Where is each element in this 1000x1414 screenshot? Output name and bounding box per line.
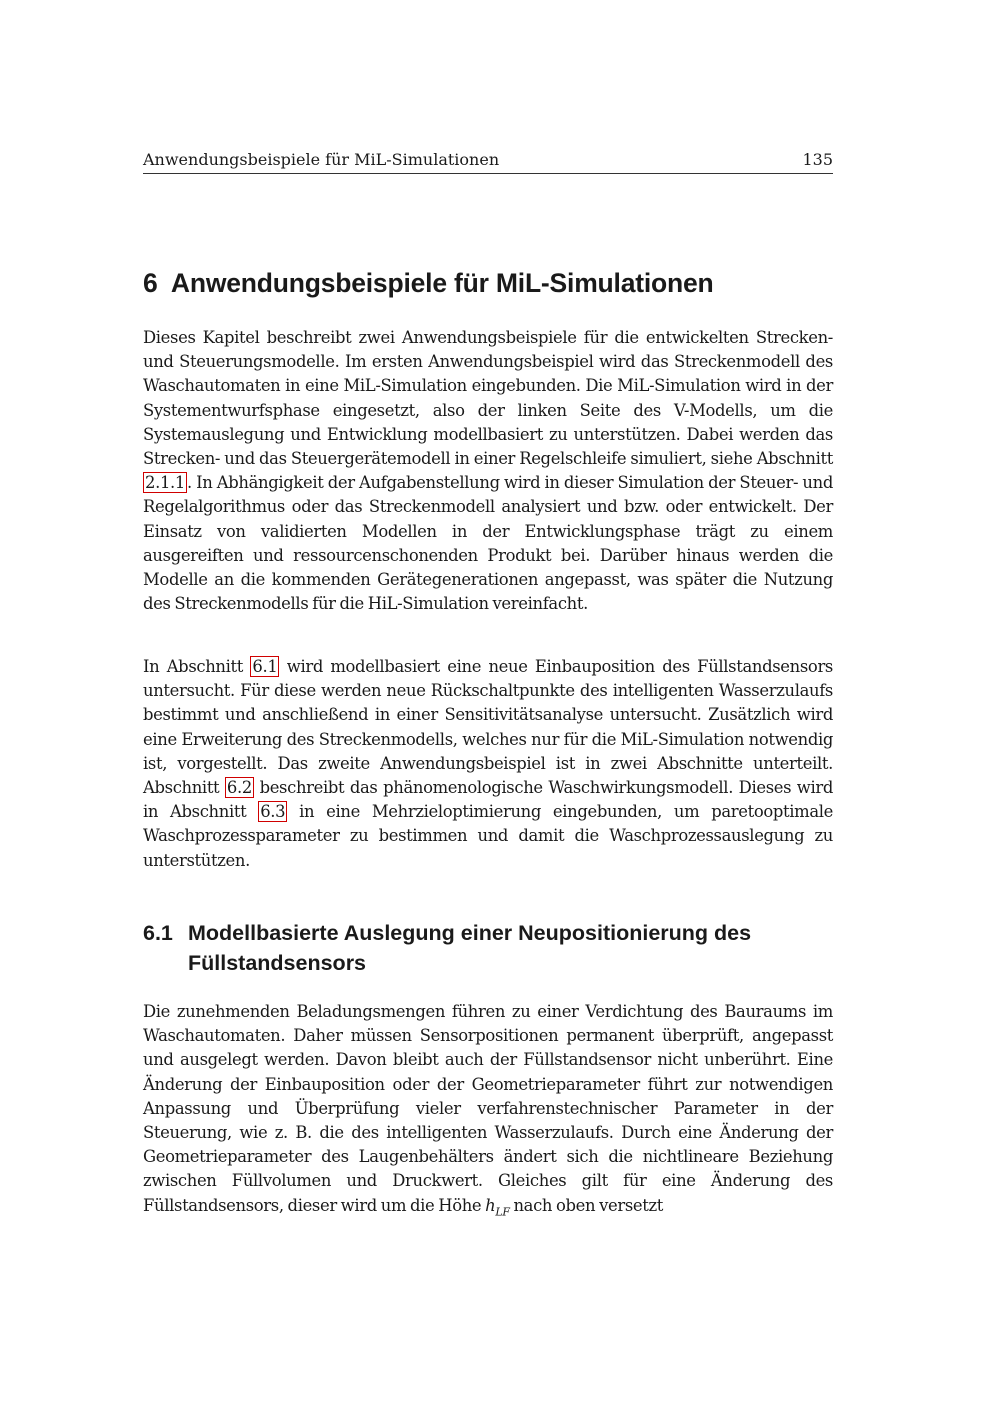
section-number: 6.1: [143, 921, 173, 945]
paragraph-text: beschreibt das phänomenologische Waschwirkungsmodell. Dieses wird in Abschnitt: [143, 778, 833, 822]
running-header: [143, 150, 833, 174]
paragraph-section: [143, 1000, 833, 1224]
math-symbol: [485, 1195, 510, 1218]
cross-reference-link[interactable]: 6.3: [260, 802, 286, 822]
paragraph-text: in eine Mehrzieloptimierung eingebunden, um paretooptimale Waschprozessparameter zu bestimmen und damit die Waschprozessauslegung zu unterstützen.: [143, 802, 833, 870]
cross-reference-link[interactable]: 2.1.1: [145, 473, 185, 493]
chapter-number: 6: [143, 268, 158, 298]
section-heading: [143, 918, 843, 978]
paragraph-intro: [143, 326, 833, 616]
paragraph-text: wird modellbasiert eine neue Einbauposition des Füllstandsensors untersucht. Für diese werden neue Rückschaltpunkte des intelligenten Wasserzulaufs bestimmt und anschließend in einer Sensitivitätsanalyse untersucht. Zusätzlich wird eine Erweiterung des Streckenmodells, welches nur für die MiL-Simulation notwendig ist, vorgestellt. Das zweite Anwendungsbeispiel ist in zwei Abschnitte unterteilt. Abschnitt: [143, 657, 833, 798]
paragraph-overview: [143, 655, 833, 873]
paragraph-text: In Abschnitt: [143, 657, 251, 676]
cross-reference-link[interactable]: 6.2: [226, 778, 252, 798]
chapter-title: Anwendungsbeispiele für MiL-Simulationen: [170, 268, 714, 298]
paragraph-text: . In Abhängigkeit der Aufgabenstellung wird in dieser Simulation der Steuer- und Regelalgorithmus oder das Streckenmodell analysiert und bzw. oder entwickelt. Der Einsatz von validierten Modellen in der Entwicklungsphase trägt zu einem ausgereiften und ressourcenschonenden Produkt bei. Darüber hinaus werden die Modelle an die kommenden Gerätegenerationen angepasst, was später die Nutzung des Streckenmodells für die HiL-Simulation vereinfacht.: [143, 473, 833, 614]
section-title: Modellbasierte Auslegung einer Neupositionierung des Füllstandsensors: [188, 921, 752, 975]
running-title: Anwendungsbeispiele für MiL-Simulationen: [143, 150, 500, 169]
paragraph-text: nach oben versetzt: [509, 1195, 663, 1215]
paragraph-text: Die zunehmenden Beladungsmengen führen zu einer Verdichtung des Bauraums im Waschautomaten. Daher müssen Sensorpositionen permanent überprüft, angepasst und ausgelegt werden. Davon bleibt auch der Füllstandsensor nicht unberührt. Eine Änderung der Einbauposition oder der Geometrieparameter führt zur notwendigen Anpassung und Überprüfung vieler verfahrenstechnischer Parameter in der Steuerung, wie z. B. die des intelligenten Wasserzulaufs. Durch eine Änderung der Geometrieparameter des Laugenbehälters ändert sich die nichtlineare Beziehung zwischen Füllvolumen und Druckwert. Gleiches gilt für eine Änderung des Füllstandsensors, dieser wird um die Höhe: [143, 1002, 833, 1215]
cross-reference-link[interactable]: 6.1: [252, 657, 278, 676]
chapter-heading: [143, 268, 714, 299]
paragraph-text: Dieses Kapitel beschreibt zwei Anwendungsbeispiele für die entwickelten Strecken- und Steuerungsmodelle. Im ersten Anwendungsbeispiel wird das Streckenmodell des Waschautomaten in eine MiL-Simulation eingebunden. Die MiL-Simulation wird in der Systementwurfsphase eingesetzt, also der linken Seite des V-Modells, um die Systemauslegung und Entwicklung modellbasiert zu unterstützen. Dabei werden das Strecken- und das Steuergerätemodell in einer Regelschleife simuliert, siehe Abschnitt: [143, 328, 833, 469]
math-base: h: [485, 1195, 496, 1215]
math-subscript: LF: [495, 1204, 510, 1218]
page-number: 135: [802, 150, 833, 169]
